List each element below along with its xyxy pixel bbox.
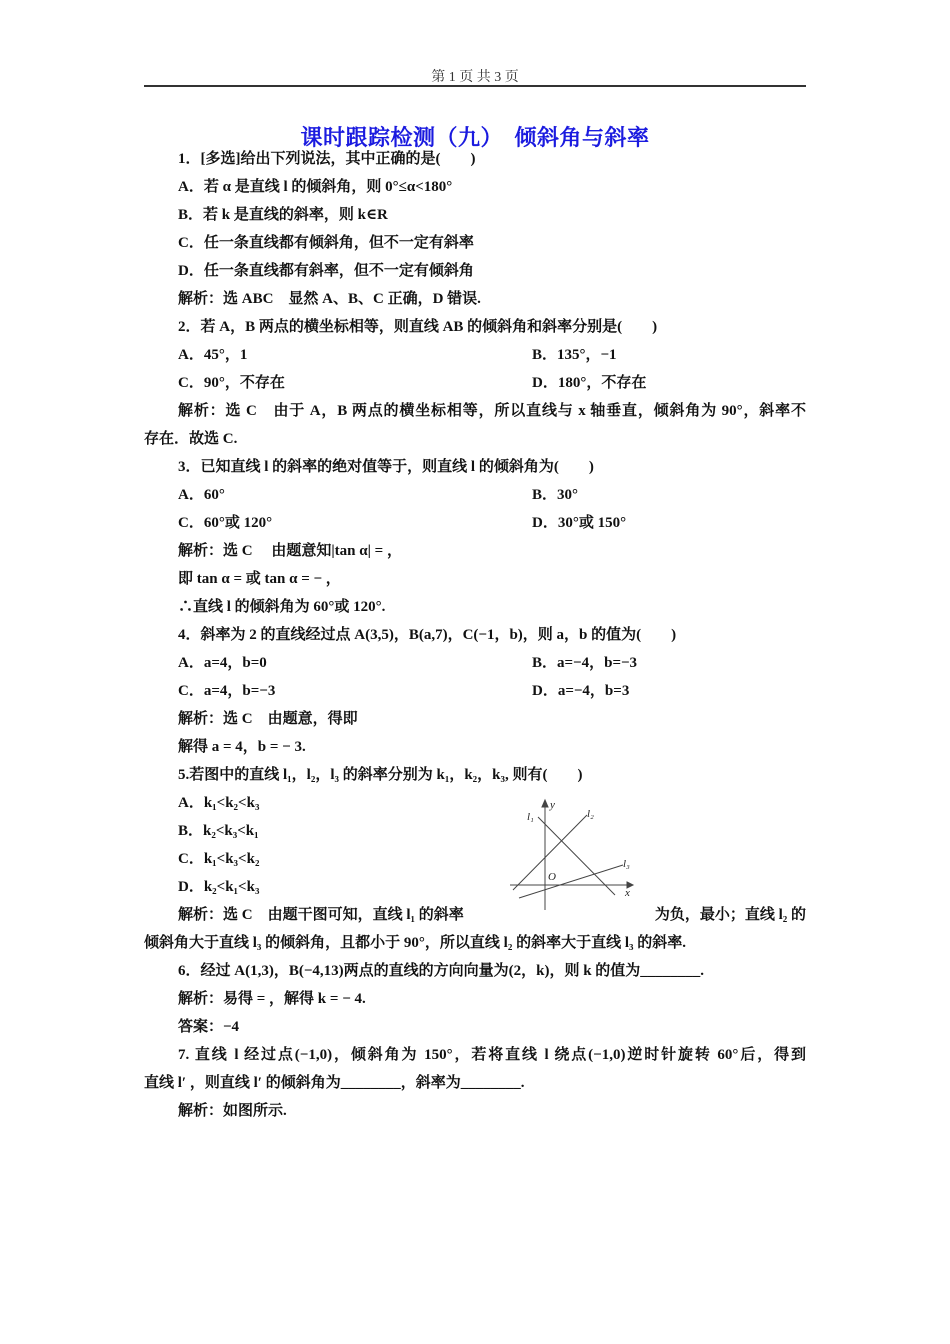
question-2-solution-line-1: 解析：选 C 由于 A，B 两点的横坐标相等，所以直线与 x 轴垂直，倾斜角为 90°，斜率不 <box>178 403 806 419</box>
question-6-stem: 6．经过 A(1,3)，B(−4,13)两点的直线的方向向量为(2，k)，则 k 的值为________. <box>178 963 705 979</box>
question-1-stem: 1．[多选]给出下列说法，其中正确的是( ) <box>178 151 476 167</box>
question-5-solution-line-2: 倾斜角大于直线 l₃ 的倾斜角，且都小于 90°，所以直线 l₂ 的斜率大于直线 l₃ 的斜率. <box>144 935 686 951</box>
question-1-option-b: B．若 k 是直线的斜率，则 k∈R <box>178 207 388 223</box>
question-6-solution: 解析：易得 = ，解得 k = − 4. <box>178 991 366 1007</box>
question-2-option-c: C．90°，不存在 <box>178 375 285 391</box>
question-5-option-c: C．k₁<k₃<k₂ <box>178 851 260 867</box>
question-3-solution-line-2: 即 tan α = 或 tan α = − ， <box>178 571 341 587</box>
l3-label: l₃ <box>623 858 630 870</box>
question-4-option-d: D．a=−4，b=3 <box>532 683 630 699</box>
question-5-solution-line-1a: 解析：选 C 由题干图可知，直线 l₁ 的斜率 <box>178 907 464 923</box>
line-l3 <box>519 865 623 898</box>
question-4-option-b: B．a=−4，b=−3 <box>532 655 638 671</box>
question-3-solution-line-1: 解析：选 C 由题意知|tan α| = ， <box>178 543 402 559</box>
question-5-option-b: B．k₂<k₃<k₁ <box>178 823 259 839</box>
question-4-option-c: C．a=4，b=−3 <box>178 683 276 699</box>
question-3-option-b: B．30° <box>532 487 579 503</box>
question-2-solution-line-2: 存在．故选 C. <box>144 431 238 447</box>
y-axis-arrow-icon <box>542 800 548 807</box>
question-5-option-d: D．k₂<k₁<k₃ <box>178 879 260 895</box>
question-4-solution-line-1: 解析：选 C 由题意，得即 <box>178 711 358 727</box>
question-4-solution-line-2: 解得 a = 4，b = − 3. <box>178 739 306 755</box>
origin-label: O <box>548 871 556 883</box>
question-1-option-c: C．任一条直线都有倾斜角，但不一定有斜率 <box>178 235 474 251</box>
question-1-option-d: D．任一条直线都有斜率，但不一定有倾斜角 <box>178 263 474 279</box>
question-2-stem: 2．若 A，B 两点的横坐标相等，则直线 AB 的倾斜角和斜率分别是( ) <box>178 319 658 335</box>
question-2-option-a: A．45°，1 <box>178 347 248 363</box>
question-2-option-b: B．135°，−1 <box>532 347 617 363</box>
x-label: x <box>625 887 630 899</box>
header-rule <box>144 85 806 87</box>
l1-label: l₁ <box>527 811 534 823</box>
page-header: 第 1 页 共 3 页 <box>431 70 519 85</box>
question-1-solution: 解析：选 ABC 显然 A、B、C 正确，D 错误. <box>178 291 481 307</box>
question-4-stem: 4．斜率为 2 的直线经过点 A(3,5)，B(a,7)，C(−1，b)，则 a，b 的值为( ) <box>178 627 677 643</box>
question-4-option-a: A．a=4，b=0 <box>178 655 267 671</box>
question-3-stem: 3．已知直线 l 的斜率的绝对值等于，则直线 l 的倾斜角为( ) <box>178 459 594 475</box>
question-5-option-a: A．k₁<k₂<k₃ <box>178 795 260 811</box>
question-1-option-a: A．若 α 是直线 l 的倾斜角，则 0°≤α<180° <box>178 179 453 195</box>
question-6-answer: 答案：−4 <box>178 1019 240 1035</box>
coordinate-figure <box>505 795 640 915</box>
question-3-solution-line-3: ∴直线 l 的倾斜角为 60°或 120°. <box>178 599 386 615</box>
question-2-option-d: D．180°，不存在 <box>532 375 647 391</box>
question-3-option-a: A．60° <box>178 487 225 503</box>
question-3-option-c: C．60°或 120° <box>178 515 273 531</box>
question-7-solution: 解析：如图所示. <box>178 1103 287 1119</box>
y-label: y <box>550 799 555 811</box>
question-7-stem-line-2: 直线 l′ ，则直线 l′ 的倾斜角为________，斜率为________. <box>144 1075 525 1091</box>
question-3-option-d: D．30°或 150° <box>532 515 627 531</box>
question-5-solution-line-1b: 为负，最小；直线 l₂ 的 <box>654 907 806 923</box>
line-l1 <box>538 817 615 895</box>
question-5-stem: 5.若图中的直线 l₁，l₂，l₃ 的斜率分别为 k₁，k₂，k₃, 则有( ) <box>178 767 583 783</box>
page-title: 课时跟踪检测（九） 倾斜角与斜率 <box>300 126 650 151</box>
l2-label: l₂ <box>587 808 594 820</box>
question-7-stem-line-1: 7. 直线 l 经过点(−1,0)，倾斜角为 150°，若将直线 l 绕点(−1,0)逆时针旋转 60°后，得到 <box>178 1047 806 1063</box>
